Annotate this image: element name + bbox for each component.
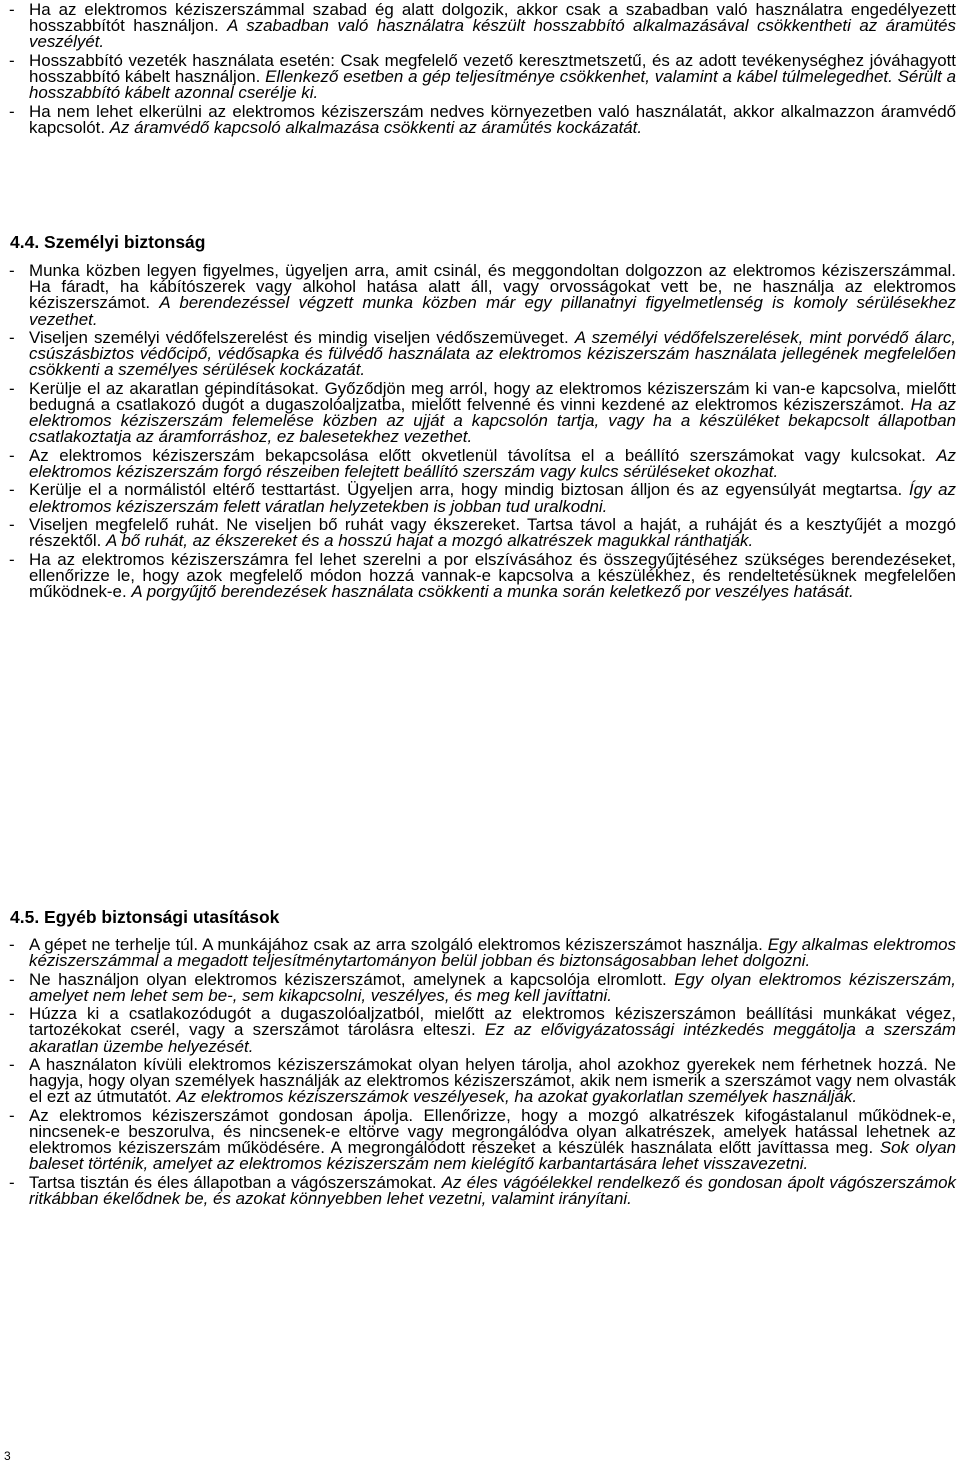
list-item (0, 378, 960, 447)
section-heading: 4.4. Személyi biztonság (10, 232, 206, 252)
dash-bullet: - (9, 445, 15, 465)
list-item (0, 969, 960, 1005)
list-item (0, 482, 960, 514)
item-text: Viseljen személyi védőfelszerelést és mindig viseljen védőszemüveget. (29, 328, 569, 347)
dash-bullet: - (9, 514, 15, 534)
item-text: A gépet ne terhelje túl. A munkájához csak az arra szolgáló elektromos kéziszerszámot használja. (29, 935, 763, 954)
item-italic-text: A személyi védőfelszerelések, mint porvédő álarc, csúszásbiztos védőcipő, védősapka és fülvédő használata az elektromos kéziszerszám használata jellegének megfelelően csökkenti a személyes sérülések kockázatát. (29, 328, 956, 380)
item-italic-text: Ez az elővigyázatossági intézkedés meggátolja a szerszám akaratlan üzembe helyezését. (29, 1020, 956, 1056)
item-text: Az elektromos kéziszerszám bekapcsolása előtt okvetlenül távolítsa el a beállító szerszámokat vagy kulcsokat. (29, 445, 926, 465)
dash-bullet: - (9, 1004, 15, 1024)
item-text: Ha az elektromos kéziszerszámmal szabad ég alatt dolgozik, akkor csak a szabadban való használatra engedélyezett hosszabbítót használjon. (29, 0, 956, 36)
section-personal-safety (0, 232, 960, 602)
item-text: Ha az elektromos kéziszerszámra fel lehet szerelni a por elszívásához és összegyűjtéséhez szükséges berendezéseket, ellenőrizze le, hogy azok megfelelő módon hozzá vannak-e kapcsolva a készülékhez, és rendeltetésüknek megfelelően működnek-e. (29, 549, 956, 601)
item-text: Tartsa tisztán és éles állapotban a vágószerszámokat. (29, 1172, 437, 1192)
item-italic-text: Egy olyan elektromos kéziszerszám, amelyet nem lehet sem be-, sem kikapcsolni, veszélyes, és meg kell javíttatni. (29, 969, 956, 1005)
item-italic-text: Így az elektromos kéziszerszám felett váratlan helyzetekben is jobban tud uralkodni. (29, 480, 956, 516)
list-item (0, 514, 960, 551)
item-italic-text: Az elektromos kéziszerszám forgó részeiben felejtett beállító szerszám vagy kulcs sérüléseket okozhat. (29, 445, 956, 481)
dash-bullet: - (9, 1105, 15, 1125)
list-item (0, 50, 960, 103)
item-text: Ne használjon olyan elektromos kéziszerszámot, amelynek a kapcsolója elromlott. (29, 969, 667, 989)
section-heading: 4.5. Egyéb biztonsági utasítások (10, 907, 280, 927)
dash-bullet: - (9, 935, 15, 954)
page-number: 3 (4, 1449, 11, 1463)
dash-bullet: - (9, 261, 15, 280)
list-item (0, 263, 960, 328)
list-item (0, 1105, 960, 1174)
list-item (0, 101, 960, 137)
item-italic-text: A bő ruhát, az ékszereket és a hosszú hajat a mozgó alkatrészek magukkal ránthatják. (105, 531, 754, 551)
item-italic-text: Az elektromos kéziszerszámok veszélyesek, ha azokat gyakorlatlan személyek használják. (176, 1087, 858, 1107)
section-other-safety (0, 907, 960, 1209)
dash-bullet: - (9, 50, 15, 70)
dash-bullet: - (9, 969, 15, 989)
dash-bullet: - (9, 549, 15, 569)
item-text: Munka közben legyen figyelmes, ügyeljen arra, amit csinál, és meggondoltan dolgozzon az elektromos kéziszerszámmal. Ha fáradt, ha kábítószerek vagy alkohol hatása alatt áll, vagy orvosságokat vett be, ne használja az elektromos kéziszerszámot. (29, 261, 956, 313)
item-text: A használaton kívüli elektromos kéziszerszámokat olyan helyen tárolja, ahol azokhoz gyerekek nem férhetnek hozzá. Ne hagyja, hogy olyan személyek használják az elektromos kéziszerszámot, akik nem ismerik a szerszámot vagy nem olvasták el ezt az útmutatót. (29, 1054, 956, 1107)
list-item (0, 1172, 960, 1208)
item-italic-text: Az éles vágóélekkel rendelkező és gondosan ápolt vágószerszámok ritkábban ékelődnek be, és azokat könnyebben lehet vezetni, valamint irányítani. (29, 1172, 956, 1208)
dash-bullet: - (9, 1172, 15, 1192)
item-italic-text: Az áramvédő kapcsoló alkalmazása csökkenti az áramütés kockázatát. (109, 117, 643, 137)
list-item (0, 549, 960, 601)
item-italic-text: Egy alkalmas elektromos kéziszerszámmal a megadott teljesítménytartományon belül jobban és biztonságosabban lehet dolgozni. (29, 935, 956, 971)
item-italic-text: Ha az elektromos kéziszerszám felemelése közben az ujját a kapcsolón tartja, vagy ha a készüléket bekapcsolt állapotban csatlakoztatja az áramforráshoz, ez balesetekhez vezethet. (29, 395, 957, 447)
list-item (0, 445, 960, 481)
list-item (0, 1006, 960, 1055)
item-text: Húzza ki a csatlakozódugót a dugaszolóaljzatból, mielőtt az elektromos kéziszerszámon beállítási munkákat végez, tartozékokat cserél, vagy a szerszámot tárolásra elteszi. (29, 1004, 956, 1040)
list-item (0, 1054, 960, 1107)
item-text: Ha nem lehet elkerülni az elektromos kéziszerszám nedves környezetben való használatát, akkor alkalmazzon áramvédő kapcsolót. (29, 101, 956, 137)
item-text: Kerülje el a normálistól eltérő testtartást. Ügyeljen arra, hogy mindig biztosan álljon és az egyensúlyát megtartsa. (29, 480, 903, 500)
item-text: Viseljen megfelelő ruhát. Ne viseljen bő ruhát vagy ékszereket. Tartsa távol a haját, a ruháját és a kesztyűjét a mozgó részektől. (29, 514, 956, 551)
item-italic-text: Ellenkező esetben a gép teljesítménye csökkenhet, valamint a kábel túlmelegedhet. Sérült a hosszabbító kábelt azonnal cserélje ki. (29, 67, 956, 103)
list-item (0, 2, 960, 51)
item-italic-text: Sok olyan baleset történik, amelyet az elektromos kéziszerszám nem kielégítő karbantartására lehet visszavezetni. (29, 1138, 956, 1174)
item-text: Az elektromos kéziszerszámot gondosan ápolja. Ellenőrizze, hogy a mozgó alkatrészek kifogástalanul működnek-e, nincsenek-e beszorulva, és nincsenek-e eltörve vagy megrongálódva olyan alkatrészek, amelyek hatással lehetnek az elektromos kéziszerszám működésére. A megrongálódott részeket a készülék használata előtt javíttassa meg. (29, 1105, 956, 1158)
dash-bullet: - (9, 378, 15, 398)
item-text: Kerülje el az akaratlan gépindításokat. Győződjön meg arról, hogy az elektromos kéziszerszám ki van-e kapcsolva, mielőtt bedugná a csatlakozó dugót a dugaszolóaljzatba, mielőtt felvenné és vinni kezdené az elektromos kéziszerszámot. (29, 378, 956, 414)
list-item (0, 330, 960, 379)
item-italic-text: A szabadban való használatra készült hosszabbító alkalmazásával csökkentheti az áramütés veszélyét. (29, 16, 957, 52)
dash-bullet: - (9, 480, 15, 500)
item-italic-text: A berendezéssel végzett munka közben már egy pillanatnyi figyelmetlenség is komoly sérülésekhez vezethet. (29, 293, 957, 329)
dash-bullet: - (9, 0, 15, 19)
dash-bullet: - (9, 328, 15, 347)
dash-bullet: - (9, 101, 15, 121)
dash-bullet: - (9, 1054, 15, 1074)
item-text: Hosszabbító vezeték használata esetén: Csak megfelelő vezető keresztmetszetű, és az adott tevékenységhez jóváhagyott hosszabbító kábelt használjon. (29, 50, 956, 86)
list-item (0, 937, 960, 969)
item-italic-text: A porgyűjtő berendezések használata csökkenti a munka során keletkező por veszélyes hatását. (131, 581, 854, 601)
top-list (0, 2, 960, 138)
